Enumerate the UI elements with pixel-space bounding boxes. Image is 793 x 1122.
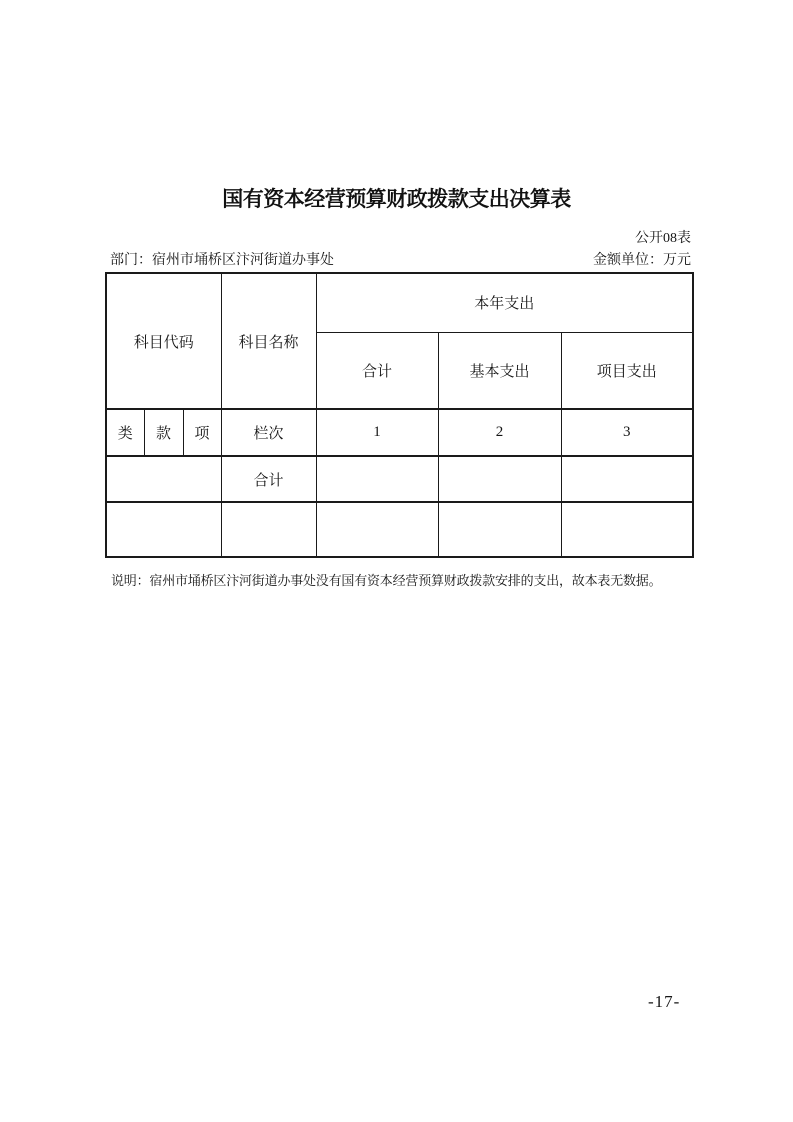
column-number-3: 3 xyxy=(561,409,693,456)
row-basic-cell xyxy=(438,502,561,557)
header-column-row-label: 栏次 xyxy=(221,409,316,456)
form-number-label: 公开08表 xyxy=(635,231,691,246)
row-basic-cell xyxy=(438,456,561,502)
meta-row xyxy=(110,249,691,269)
header-current-year-expenditure: 本年支出 xyxy=(316,273,693,332)
row-code-cell xyxy=(106,502,221,557)
page-title: 国有资本经营预算财政拨款支出决算表 xyxy=(222,187,571,211)
row-name-cell: 合计 xyxy=(221,456,316,502)
header-code-section: 款 xyxy=(144,409,183,456)
row-name-cell xyxy=(221,502,316,557)
page-number: -17- xyxy=(648,992,681,1011)
header-project-expenditure: 项目支出 xyxy=(561,332,693,409)
table-row-total xyxy=(106,456,693,502)
row-total-cell xyxy=(316,456,438,502)
header-row-3 xyxy=(106,409,693,456)
row-project-cell xyxy=(561,456,693,502)
header-row-1 xyxy=(106,273,693,332)
unit-label: 金额单位：万元 xyxy=(593,253,691,268)
department-label: 部门：宿州市埇桥区汴河街道办事处 xyxy=(110,253,334,268)
header-subject-name: 科目名称 xyxy=(221,273,316,409)
column-number-1: 1 xyxy=(316,409,438,456)
expenditure-table xyxy=(105,272,694,558)
header-basic-expenditure: 基本支出 xyxy=(438,332,561,409)
header-total: 合计 xyxy=(316,332,438,409)
row-code-cell xyxy=(106,456,221,502)
row-project-cell xyxy=(561,502,693,557)
row-total-cell xyxy=(316,502,438,557)
column-number-2: 2 xyxy=(438,409,561,456)
note-text: 说明：宿州市埇桥区汴河街道办事处没有国有资本经营预算财政拨款安排的支出，故本表无数据。 xyxy=(111,573,662,588)
header-subject-code: 科目代码 xyxy=(106,273,221,409)
header-code-class: 类 xyxy=(106,409,144,456)
header-code-item: 项 xyxy=(183,409,221,456)
table-row-empty xyxy=(106,502,693,557)
